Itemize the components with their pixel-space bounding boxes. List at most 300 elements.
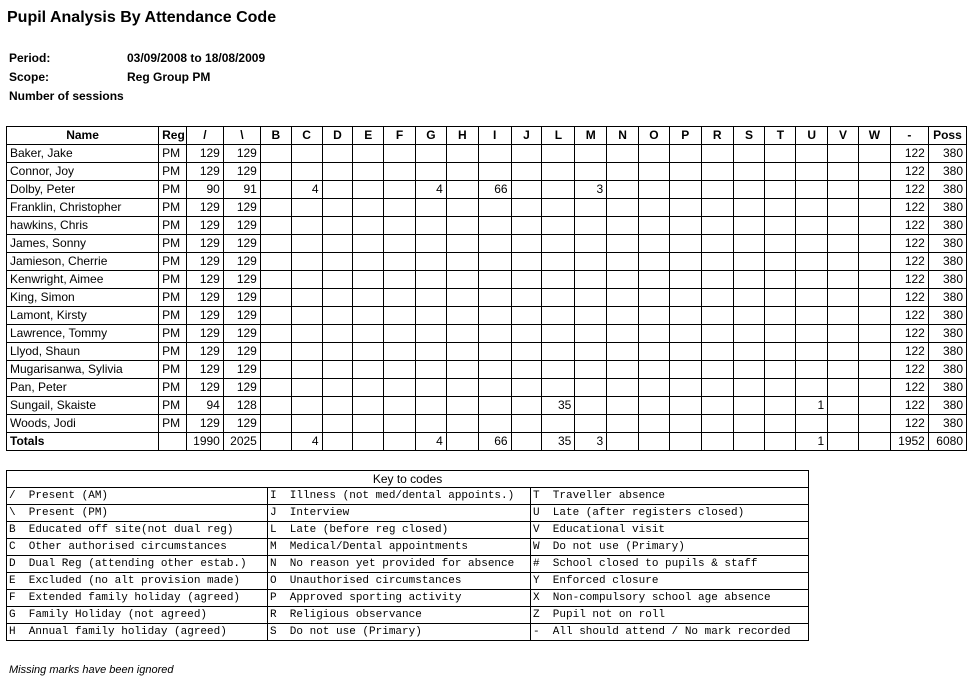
table-cell xyxy=(384,217,416,235)
table-cell xyxy=(542,379,575,397)
table-cell xyxy=(796,145,828,163)
table-row xyxy=(7,145,967,163)
table-cell: 66 xyxy=(478,433,511,451)
table-cell: PM xyxy=(159,163,187,181)
table-cell: 380 xyxy=(928,271,966,289)
table-cell xyxy=(416,253,447,271)
table-cell xyxy=(858,433,890,451)
table-cell xyxy=(607,253,639,271)
table-cell: 129 xyxy=(223,307,260,325)
table-cell xyxy=(575,343,607,361)
key-entry: L Late (before reg closed) xyxy=(268,522,531,539)
table-cell xyxy=(639,289,670,307)
table-cell xyxy=(416,289,447,307)
table-cell xyxy=(384,379,416,397)
table-cell xyxy=(858,307,890,325)
table-cell: 3 xyxy=(575,181,607,199)
table-cell: 122 xyxy=(890,343,928,361)
table-cell xyxy=(416,199,447,217)
table-cell xyxy=(607,181,639,199)
table-cell xyxy=(607,361,639,379)
table-row xyxy=(7,199,967,217)
table-cell xyxy=(669,397,701,415)
key-entry: V Educational visit xyxy=(531,522,809,539)
table-cell: 1 xyxy=(796,433,828,451)
table-cell xyxy=(701,235,733,253)
table-cell xyxy=(384,235,416,253)
column-header: U xyxy=(796,127,828,145)
table-cell xyxy=(416,307,447,325)
table-row xyxy=(7,271,967,289)
table-cell xyxy=(669,145,701,163)
table-cell xyxy=(575,235,607,253)
table-cell: PM xyxy=(159,253,187,271)
table-cell xyxy=(511,289,542,307)
table-cell xyxy=(511,181,542,199)
table-cell xyxy=(291,343,322,361)
table-cell xyxy=(260,325,291,343)
table-cell xyxy=(765,307,796,325)
table-cell xyxy=(765,361,796,379)
table-cell xyxy=(765,271,796,289)
table-cell xyxy=(669,235,701,253)
table-cell: PM xyxy=(159,235,187,253)
table-cell xyxy=(858,325,890,343)
table-cell xyxy=(765,217,796,235)
table-cell xyxy=(765,433,796,451)
table-cell xyxy=(416,361,447,379)
column-header: J xyxy=(511,127,542,145)
table-cell xyxy=(260,181,291,199)
table-cell: 90 xyxy=(186,181,223,199)
table-cell xyxy=(260,163,291,181)
table-cell xyxy=(478,163,511,181)
table-cell: 380 xyxy=(928,397,966,415)
table-cell xyxy=(260,361,291,379)
table-cell xyxy=(322,397,353,415)
table-cell xyxy=(353,181,384,199)
table-cell xyxy=(701,379,733,397)
table-cell xyxy=(796,343,828,361)
table-cell: 380 xyxy=(928,163,966,181)
table-cell: 129 xyxy=(186,415,223,433)
table-cell xyxy=(733,397,765,415)
table-cell: 129 xyxy=(223,379,260,397)
key-row xyxy=(7,488,809,505)
column-header: F xyxy=(384,127,416,145)
table-cell xyxy=(828,379,859,397)
table-cell xyxy=(607,379,639,397)
table-cell xyxy=(322,235,353,253)
table-cell xyxy=(322,181,353,199)
pupil-name: Lamont, Kirsty xyxy=(7,307,159,325)
pupil-name: Connor, Joy xyxy=(7,163,159,181)
table-cell xyxy=(542,307,575,325)
table-cell xyxy=(858,235,890,253)
table-cell: 380 xyxy=(928,181,966,199)
table-cell xyxy=(384,163,416,181)
table-cell xyxy=(291,145,322,163)
table-cell xyxy=(858,217,890,235)
table-cell xyxy=(542,289,575,307)
key-entry: J Interview xyxy=(268,505,531,522)
table-cell xyxy=(322,271,353,289)
table-cell xyxy=(828,253,859,271)
table-cell: 122 xyxy=(890,415,928,433)
table-cell xyxy=(701,343,733,361)
key-entry: / Present (AM) xyxy=(7,488,268,505)
table-cell: 122 xyxy=(890,163,928,181)
table-cell xyxy=(575,307,607,325)
table-cell xyxy=(765,145,796,163)
table-cell xyxy=(446,415,478,433)
table-cell xyxy=(858,199,890,217)
table-cell: 2025 xyxy=(223,433,260,451)
table-cell xyxy=(828,289,859,307)
table-cell xyxy=(384,361,416,379)
table-cell xyxy=(828,235,859,253)
table-cell xyxy=(260,397,291,415)
table-cell xyxy=(858,415,890,433)
table-cell xyxy=(478,145,511,163)
table-cell xyxy=(542,199,575,217)
table-cell xyxy=(733,271,765,289)
table-cell xyxy=(416,217,447,235)
column-header: C xyxy=(291,127,322,145)
table-cell xyxy=(639,307,670,325)
table-cell xyxy=(260,307,291,325)
table-cell xyxy=(542,271,575,289)
table-cell xyxy=(446,253,478,271)
key-entry: T Traveller absence xyxy=(531,488,809,505)
table-cell xyxy=(701,307,733,325)
pupil-name: Mugarisanwa, Sylivia xyxy=(7,361,159,379)
table-cell xyxy=(607,199,639,217)
table-cell xyxy=(291,235,322,253)
table-row xyxy=(7,361,967,379)
table-cell xyxy=(733,433,765,451)
table-cell xyxy=(478,415,511,433)
table-cell xyxy=(260,199,291,217)
table-cell xyxy=(542,343,575,361)
table-cell xyxy=(511,199,542,217)
table-cell xyxy=(733,289,765,307)
table-cell: PM xyxy=(159,181,187,199)
column-header: N xyxy=(607,127,639,145)
table-cell xyxy=(639,145,670,163)
table-cell: 129 xyxy=(186,145,223,163)
table-cell xyxy=(384,433,416,451)
table-cell xyxy=(353,433,384,451)
key-entry: X Non-compulsory school age absence xyxy=(531,590,809,607)
table-cell: PM xyxy=(159,289,187,307)
table-cell: 91 xyxy=(223,181,260,199)
table-cell: 380 xyxy=(928,307,966,325)
table-cell: 129 xyxy=(223,145,260,163)
table-cell xyxy=(765,199,796,217)
table-cell xyxy=(322,415,353,433)
table-cell xyxy=(733,361,765,379)
pupil-name: Pan, Peter xyxy=(7,379,159,397)
table-cell: 380 xyxy=(928,235,966,253)
column-header: / xyxy=(186,127,223,145)
table-cell xyxy=(511,361,542,379)
table-cell xyxy=(416,235,447,253)
table-cell xyxy=(765,379,796,397)
key-entry: I Illness (not med/dental appoints.) xyxy=(268,488,531,505)
column-header: T xyxy=(765,127,796,145)
table-cell xyxy=(260,415,291,433)
table-cell xyxy=(669,343,701,361)
column-header: Name xyxy=(7,127,159,145)
table-cell xyxy=(828,397,859,415)
table-row xyxy=(7,415,967,433)
table-cell xyxy=(478,361,511,379)
pupil-name: Llyod, Shaun xyxy=(7,343,159,361)
table-cell xyxy=(291,361,322,379)
pupil-name: James, Sonny xyxy=(7,235,159,253)
table-cell xyxy=(607,289,639,307)
table-cell: 129 xyxy=(186,235,223,253)
column-header: M xyxy=(575,127,607,145)
footnote: Missing marks have been ignored xyxy=(9,664,174,676)
table-cell xyxy=(765,289,796,307)
table-cell xyxy=(353,289,384,307)
table-cell: 128 xyxy=(223,397,260,415)
table-cell xyxy=(701,181,733,199)
table-cell xyxy=(639,163,670,181)
table-cell xyxy=(416,415,447,433)
table-row xyxy=(7,163,967,181)
table-cell: 4 xyxy=(291,181,322,199)
table-cell xyxy=(575,271,607,289)
table-cell xyxy=(828,163,859,181)
table-cell: 1 xyxy=(796,397,828,415)
table-cell: 129 xyxy=(223,199,260,217)
table-cell xyxy=(639,271,670,289)
key-row xyxy=(7,590,809,607)
table-cell xyxy=(353,145,384,163)
table-row xyxy=(7,253,967,271)
column-header: Reg xyxy=(159,127,187,145)
key-entry: F Extended family holiday (agreed) xyxy=(7,590,268,607)
table-cell xyxy=(353,199,384,217)
table-cell xyxy=(828,361,859,379)
table-cell xyxy=(858,163,890,181)
table-cell xyxy=(416,343,447,361)
table-cell xyxy=(384,145,416,163)
table-cell xyxy=(701,163,733,181)
sessions-label: Number of sessions xyxy=(9,89,124,103)
column-header: - xyxy=(890,127,928,145)
table-cell xyxy=(607,415,639,433)
column-header: L xyxy=(542,127,575,145)
table-cell xyxy=(701,217,733,235)
table-cell xyxy=(353,253,384,271)
key-entry: R Religious observance xyxy=(268,607,531,624)
pupil-name: Sungail, Skaiste xyxy=(7,397,159,415)
column-header: Poss xyxy=(928,127,966,145)
table-cell xyxy=(511,271,542,289)
table-cell xyxy=(353,235,384,253)
table-cell xyxy=(796,379,828,397)
table-cell xyxy=(607,217,639,235)
table-cell xyxy=(607,145,639,163)
table-row xyxy=(7,307,967,325)
table-cell: 380 xyxy=(928,379,966,397)
table-cell xyxy=(322,433,353,451)
table-cell xyxy=(639,253,670,271)
table-cell xyxy=(733,307,765,325)
key-row xyxy=(7,607,809,624)
table-cell xyxy=(353,397,384,415)
table-cell: PM xyxy=(159,217,187,235)
table-cell xyxy=(291,199,322,217)
table-cell: PM xyxy=(159,379,187,397)
table-cell xyxy=(575,415,607,433)
table-cell: 380 xyxy=(928,253,966,271)
table-cell xyxy=(416,325,447,343)
table-cell xyxy=(669,163,701,181)
table-cell: 129 xyxy=(186,163,223,181)
table-cell: 129 xyxy=(223,253,260,271)
table-cell xyxy=(511,397,542,415)
table-cell xyxy=(353,361,384,379)
column-header: W xyxy=(858,127,890,145)
table-cell xyxy=(511,145,542,163)
table-cell xyxy=(322,289,353,307)
table-cell xyxy=(446,199,478,217)
table-cell xyxy=(828,199,859,217)
table-cell: 35 xyxy=(542,433,575,451)
table-cell xyxy=(353,307,384,325)
table-cell xyxy=(291,325,322,343)
table-cell xyxy=(353,163,384,181)
table-row xyxy=(7,289,967,307)
table-cell xyxy=(446,397,478,415)
table-cell xyxy=(575,361,607,379)
table-cell xyxy=(607,433,639,451)
table-cell xyxy=(446,433,478,451)
column-header: D xyxy=(322,127,353,145)
table-cell xyxy=(542,217,575,235)
table-cell xyxy=(322,325,353,343)
scope-label: Scope: xyxy=(9,70,50,84)
table-cell xyxy=(542,325,575,343)
table-cell xyxy=(669,325,701,343)
table-cell xyxy=(701,361,733,379)
table-cell: 129 xyxy=(186,325,223,343)
table-cell xyxy=(446,271,478,289)
table-cell xyxy=(384,271,416,289)
table-cell: 122 xyxy=(890,325,928,343)
column-header: \ xyxy=(223,127,260,145)
key-entry: Z Pupil not on roll xyxy=(531,607,809,624)
table-cell xyxy=(858,181,890,199)
table-cell xyxy=(607,397,639,415)
table-cell xyxy=(701,397,733,415)
table-cell xyxy=(639,415,670,433)
table-cell xyxy=(796,217,828,235)
table-cell xyxy=(511,217,542,235)
table-cell xyxy=(796,253,828,271)
table-cell xyxy=(733,325,765,343)
period-value: 03/09/2008 to 18/08/2009 xyxy=(127,51,266,65)
table-row xyxy=(7,325,967,343)
table-row xyxy=(7,343,967,361)
key-entry: O Unauthorised circumstances xyxy=(268,573,531,590)
table-cell: 129 xyxy=(223,289,260,307)
table-cell xyxy=(639,343,670,361)
table-cell xyxy=(511,325,542,343)
column-header: P xyxy=(669,127,701,145)
table-cell xyxy=(828,325,859,343)
table-cell xyxy=(322,199,353,217)
table-cell xyxy=(765,343,796,361)
table-cell: PM xyxy=(159,145,187,163)
table-cell: 94 xyxy=(186,397,223,415)
table-cell: PM xyxy=(159,415,187,433)
table-cell: 380 xyxy=(928,361,966,379)
table-cell xyxy=(796,181,828,199)
table-cell: 122 xyxy=(890,307,928,325)
table-cell xyxy=(446,307,478,325)
table-cell xyxy=(858,361,890,379)
table-cell xyxy=(669,271,701,289)
table-cell xyxy=(733,343,765,361)
table-cell: 129 xyxy=(186,307,223,325)
table-cell xyxy=(607,325,639,343)
table-cell xyxy=(575,397,607,415)
table-cell: 3 xyxy=(575,433,607,451)
table-cell: 380 xyxy=(928,145,966,163)
table-cell: PM xyxy=(159,397,187,415)
table-cell xyxy=(542,145,575,163)
table-cell xyxy=(322,361,353,379)
table-cell xyxy=(478,217,511,235)
table-cell xyxy=(669,199,701,217)
table-cell xyxy=(542,181,575,199)
table-cell xyxy=(575,253,607,271)
table-cell xyxy=(260,145,291,163)
table-cell xyxy=(701,415,733,433)
table-cell xyxy=(669,361,701,379)
table-cell xyxy=(701,433,733,451)
key-entry: S Do not use (Primary) xyxy=(268,624,531,641)
table-cell xyxy=(669,307,701,325)
table-cell xyxy=(765,163,796,181)
table-cell: 122 xyxy=(890,217,928,235)
table-cell xyxy=(542,415,575,433)
table-cell xyxy=(416,379,447,397)
table-cell: 129 xyxy=(223,325,260,343)
table-cell xyxy=(353,271,384,289)
table-cell xyxy=(858,145,890,163)
table-cell xyxy=(796,325,828,343)
table-cell xyxy=(765,235,796,253)
table-cell xyxy=(765,253,796,271)
table-cell xyxy=(446,217,478,235)
table-cell: PM xyxy=(159,343,187,361)
table-cell xyxy=(260,217,291,235)
key-entry: - All should attend / No mark recorded xyxy=(531,624,809,641)
table-cell xyxy=(322,253,353,271)
table-cell: 129 xyxy=(223,235,260,253)
table-cell xyxy=(796,235,828,253)
table-header-row xyxy=(7,127,967,145)
key-entry: G Family Holiday (not agreed) xyxy=(7,607,268,624)
table-cell xyxy=(796,163,828,181)
